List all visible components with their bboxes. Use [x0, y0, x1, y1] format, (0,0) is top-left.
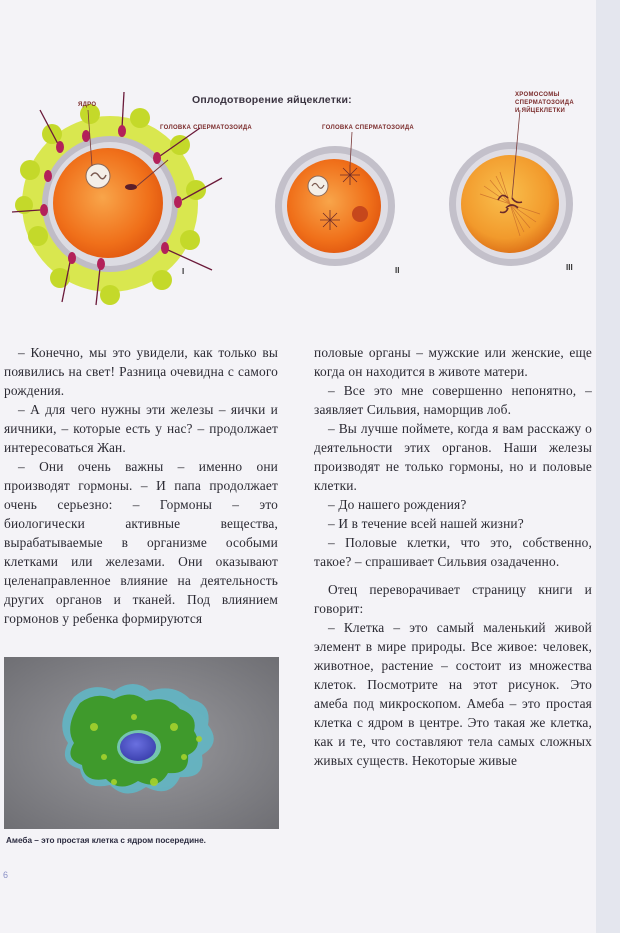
- paragraph: – Они очень важны – именно они производят гормоны. – И папа продолжает очень серьезно: – Гормоны – это биологически активные вещества, вырабатываемые в организме особыми клетками или железами. Они оказывают целенаправленное влияние на деятельность других органов и тканей. Под влиянием гормонов у ребенка формируются: [4, 459, 278, 626]
- label-nucleus: ЯДРО: [78, 102, 97, 108]
- paragraph: Отец переворачивает страницу книги и говорит:: [314, 582, 592, 616]
- right-column: [314, 343, 592, 770]
- fertilization-drawing: [0, 0, 596, 312]
- stage-label-2: II: [395, 266, 400, 275]
- stage-label-1: I: [182, 267, 185, 276]
- egg-stage-3: [449, 110, 573, 266]
- stage-label-3: III: [566, 263, 573, 272]
- label-chromosomes-line: СПЕРМАТОЗОИДА: [515, 100, 574, 106]
- nucleus-1: [86, 164, 110, 188]
- label-sperm-head-2: ГОЛОВКА СПЕРМАТОЗОИДА: [322, 125, 415, 131]
- sperm-nucleus-2: [352, 206, 368, 222]
- paragraph: половые органы – мужские или женские, еще когда он находится в животе матери.: [314, 345, 592, 379]
- label-chromosomes-line: ХРОМОСОМЫ: [515, 92, 560, 98]
- photo-caption: Амеба – это простая клетка с ядром посередине.: [6, 836, 206, 845]
- paragraph: – Вы лучше поймете, когда я вам расскажу о деятельности этих органов. Наши железы производят не только гормоны, но и половые клетки.: [314, 421, 592, 493]
- sperm-head-1: [125, 184, 137, 190]
- paragraph: – Конечно, мы это увидели, как только вы появились на свет! Разница очевидна с самого рождения.: [4, 345, 278, 398]
- paragraph: – Все это мне совершенно непонятно, – заявляет Сильвия, наморщив лоб.: [314, 383, 592, 417]
- paragraph: – Половые клетки, что это, собственно, такое? – спрашивает Сильвия озадаченно.: [314, 535, 592, 569]
- paragraph: – До нашего рождения?: [328, 497, 467, 512]
- illustration-title: Оплодотворение яйцеклетки:: [192, 94, 352, 106]
- egg-stage-2: [275, 132, 395, 266]
- paragraph: – А для чего нужны эти железы – яички и яичники, – которые есть у нас? – продолжает интересоваться Жан.: [4, 402, 278, 455]
- amoeba-photo: [4, 657, 279, 829]
- page-edge-shade: [596, 0, 620, 933]
- label-sperm-head-1: ГОЛОВКА СПЕРМАТОЗОИДА: [160, 125, 253, 131]
- paragraph: – Клетка – это самый маленький живой элемент в мире природы. Все живое: человек, животное, растение – состоит из множества клеток. Посмотрите на этот рисунок. Это амеба под микроскопом. Амеба – это простая клетка с ядром в центре. Это такая же клетка, как и те, что составляют тела самых сложных живых существ. Некоторые живые: [314, 620, 592, 768]
- page-number: 6: [3, 870, 9, 880]
- amoeba-nucleus: [120, 733, 156, 761]
- paragraph: – И в течение всей нашей жизни?: [328, 516, 524, 531]
- fertilization-illustration: [0, 0, 596, 312]
- left-column: [4, 343, 278, 628]
- label-chromosomes: [515, 91, 595, 115]
- label-chromosomes-line: И ЯЙЦЕКЛЕТКИ: [515, 108, 566, 114]
